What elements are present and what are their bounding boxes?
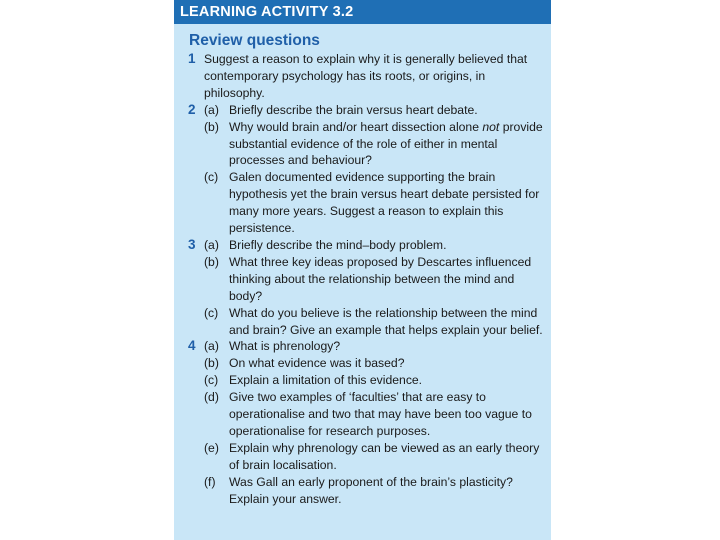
part-text-before: Why would brain and/or heart dissection alone bbox=[229, 119, 483, 134]
part-text: What three key ideas proposed by Descartes influenced thinking about the relationship between the mind and body? bbox=[229, 254, 532, 303]
part-label: (b) bbox=[204, 119, 219, 134]
part-text: Explain why phrenology can be viewed as an early theory of brain localisation. bbox=[229, 440, 540, 472]
question-number: 2 bbox=[188, 101, 196, 117]
question-part bbox=[204, 305, 547, 339]
part-text: Galen documented evidence supporting the brain hypothesis yet the brain versus heart debate persisted for many more years. Suggest a reason to explain this persistence. bbox=[229, 170, 540, 236]
question-part bbox=[204, 169, 547, 237]
question-3 bbox=[174, 237, 551, 338]
question-part bbox=[204, 372, 547, 389]
review-questions-heading: Review questions bbox=[189, 32, 320, 49]
learning-activity-panel bbox=[174, 0, 551, 540]
question-1 bbox=[174, 51, 551, 102]
part-label: (b) bbox=[204, 356, 219, 371]
part-label: (a) bbox=[204, 339, 219, 354]
question-part bbox=[204, 440, 547, 474]
part-text: On what evidence was it based? bbox=[229, 356, 405, 371]
part-label: (c) bbox=[204, 305, 219, 320]
part-text: What is phrenology? bbox=[229, 339, 341, 354]
question-part bbox=[204, 474, 547, 508]
question-number: 4 bbox=[188, 338, 196, 354]
part-text: Briefly describe the brain versus heart debate. bbox=[229, 102, 478, 117]
question-part bbox=[204, 119, 547, 170]
question-part bbox=[204, 338, 547, 355]
part-label: (a) bbox=[204, 102, 219, 117]
part-text bbox=[229, 120, 543, 168]
part-label: (b) bbox=[204, 254, 219, 269]
part-label: (f) bbox=[204, 474, 216, 489]
part-text: Explain a limitation of this evidence. bbox=[229, 373, 423, 388]
question-number: 1 bbox=[188, 51, 196, 66]
part-label: (d) bbox=[204, 390, 219, 405]
part-label: (c) bbox=[204, 373, 219, 388]
part-text-after: provide substantial evidence of the role of either in mental processes and behaviour? bbox=[229, 119, 543, 168]
part-text: Was Gall an early proponent of the brain’s plasticity? Explain your answer. bbox=[229, 474, 513, 506]
part-label: (c) bbox=[204, 170, 219, 185]
part-label: (a) bbox=[204, 237, 219, 252]
question-2 bbox=[174, 102, 551, 237]
question-part bbox=[204, 389, 547, 440]
question-text: Suggest a reason to explain why it is generally believed that contemporary psychology has its roots, or origins, in philosophy. bbox=[204, 52, 528, 100]
part-text: Give two examples of ‘faculties’ that are easy to operationalise and two that may have been too vague to operationalise for research purposes. bbox=[229, 390, 532, 438]
part-label: (e) bbox=[204, 440, 219, 455]
part-text: Briefly describe the mind–body problem. bbox=[229, 237, 447, 252]
question-part bbox=[204, 102, 547, 119]
activity-header: LEARNING ACTIVITY 3.2 bbox=[174, 0, 551, 24]
question-4 bbox=[174, 338, 551, 507]
part-text: What do you believe is the relationship between the mind and brain? Give an example that helps explain your belief. bbox=[229, 305, 543, 337]
part-text-emphasis: not bbox=[482, 119, 500, 134]
question-part bbox=[204, 237, 547, 254]
question-part bbox=[204, 254, 547, 305]
question-number: 3 bbox=[188, 236, 196, 252]
question-part bbox=[204, 355, 547, 372]
